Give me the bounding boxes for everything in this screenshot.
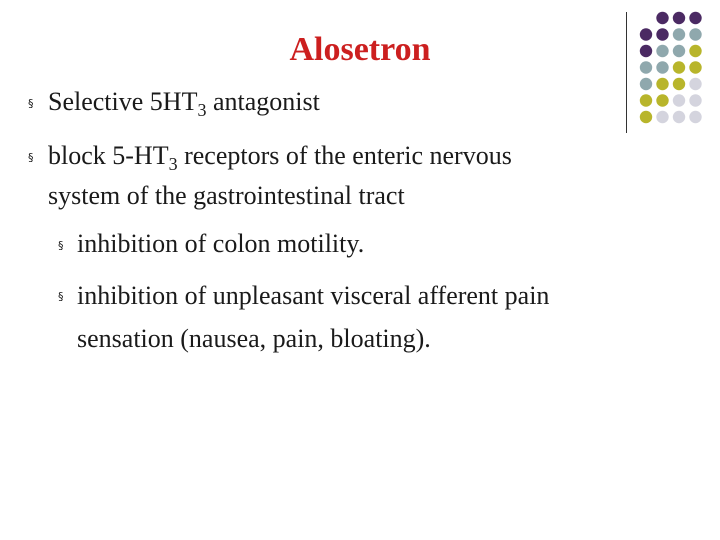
bullet-item-block-receptors [48, 140, 512, 174]
sub-bullet-colon-motility: inhibition of colon motility. [77, 229, 365, 258]
bullet-icon: § [28, 97, 34, 110]
decorative-dot [689, 94, 701, 106]
decorative-dot [656, 12, 668, 24]
slide-title: Alosetron [289, 31, 431, 68]
decorative-dot [640, 94, 652, 106]
decorative-dot [673, 78, 685, 90]
bullet-text: antagonist [206, 87, 320, 116]
decorative-dot [656, 111, 668, 123]
decorative-dot [673, 111, 685, 123]
decorative-dot [673, 12, 685, 24]
bullet-text: block 5-HT [48, 141, 169, 170]
decorative-dot [689, 111, 701, 123]
subscript: 3 [197, 100, 207, 120]
sub-bullet-icon: § [58, 290, 64, 303]
bullet-item-selective-antagonist [48, 86, 320, 120]
bullet-icon: § [28, 151, 34, 164]
bullet-text-continuation: system of the gastrointestinal tract [48, 181, 405, 210]
decorative-dot [689, 78, 701, 90]
decorative-dot [673, 94, 685, 106]
decorative-dot [656, 78, 668, 90]
subscript: 3 [168, 154, 178, 174]
decorative-dot [640, 111, 652, 123]
sub-bullet-visceral-pain: inhibition of unpleasant visceral afferent pain [77, 281, 550, 310]
decorative-dot [689, 12, 701, 24]
sub-bullet-text-continuation: sensation (nausea, pain, bloating). [77, 324, 431, 353]
bullet-text: receptors of the enteric nervous [177, 141, 512, 170]
decorative-dot [656, 94, 668, 106]
decorative-dot [640, 78, 652, 90]
bullet-text: Selective 5HT [48, 87, 198, 116]
sub-bullet-icon: § [58, 239, 64, 252]
